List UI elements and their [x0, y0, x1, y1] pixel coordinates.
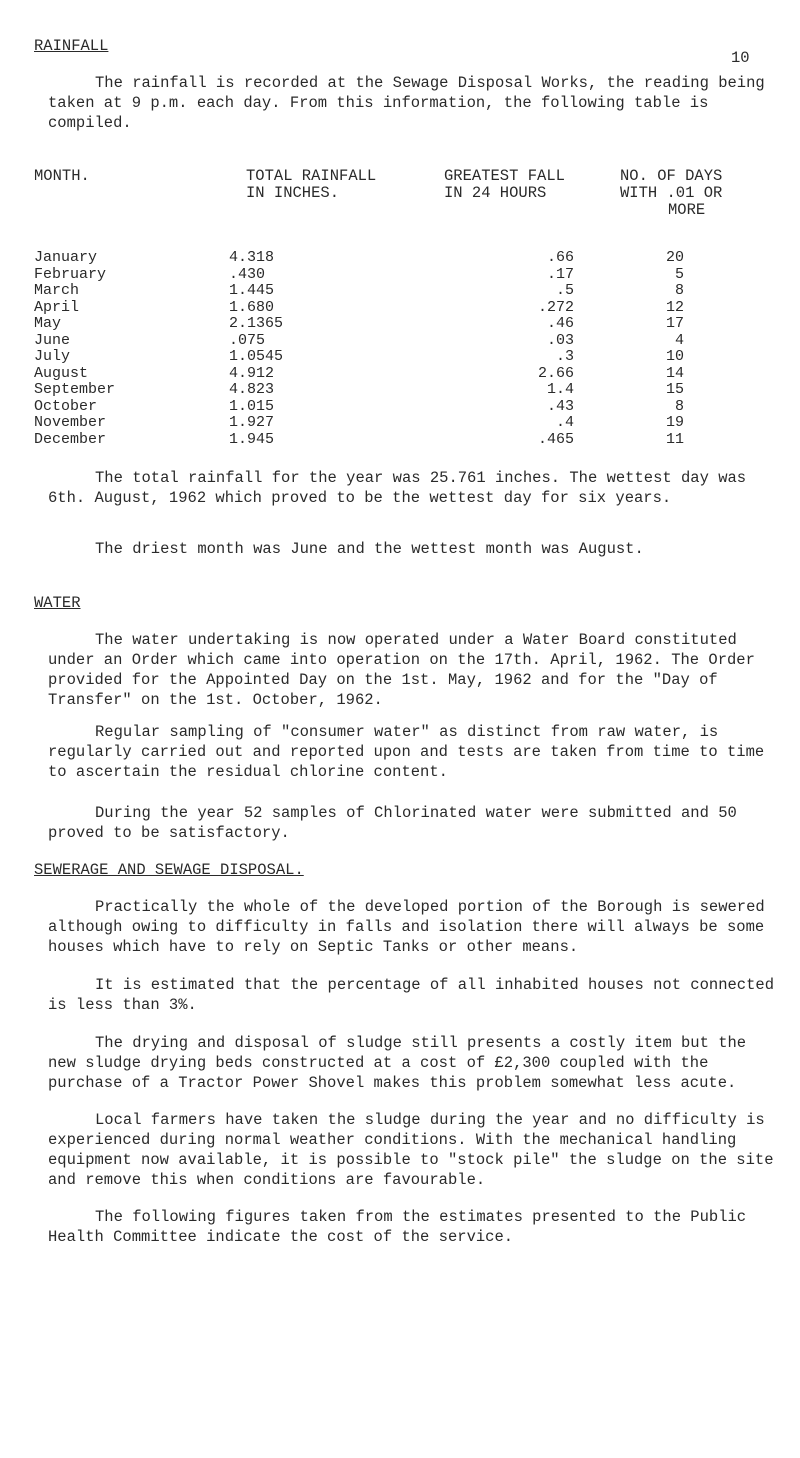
table-row	[34, 366, 684, 383]
table-row	[34, 382, 684, 399]
month-cell: September	[34, 381, 116, 398]
total-cell: .430	[229, 265, 266, 283]
month-cell: June	[34, 331, 71, 349]
total-cell: .075	[229, 331, 266, 349]
total-cell: 1.445	[229, 282, 275, 299]
sewerage-paragraph-4: Local farmers have taken the sludge during the year and no difficulty is experienced during normal weather conditions. With the mechanical handling equipment now available, it is possible to "stock pile" the sludge on the site and remove this when conditions are favourable.	[48, 1111, 774, 1190]
table-row	[34, 250, 684, 267]
month-cell: May	[34, 315, 62, 332]
greatest-cell: .66	[546, 249, 574, 266]
greatest-cell: .03	[546, 331, 574, 349]
table-row	[34, 399, 684, 416]
days-cell: 4	[674, 331, 684, 349]
section-title: RAINFALL	[34, 37, 109, 55]
total-cell: 4.912	[229, 364, 275, 382]
greatest-cell: .46	[546, 315, 574, 332]
sewerage-paragraph-1: Practically the whole of the developed portion of the Borough is sewered although owing to difficulty in falls and isolation there will always be some houses which have to rely on Septic Tanks or other means.	[48, 898, 765, 957]
water-paragraph-2: Regular sampling of "consumer water" as distinct from raw water, is regularly carried out and reported upon and tests are taken from time to time to ascertain the residual chlorine content.	[48, 723, 765, 782]
col-total-header-1: TOTAL RAINFALL	[246, 167, 377, 185]
days-cell: 15	[665, 381, 684, 398]
days-cell: 10	[665, 348, 684, 365]
sewerage-heading: SEWERAGE AND SEWAGE DISPOSAL.	[34, 861, 304, 879]
table-row	[34, 432, 684, 449]
days-cell: 8	[674, 397, 684, 415]
summary-total: The total rainfall for the year was 25.761 inches. The wettest day was 6th. August, 1962 which proved to be the wettest day for six years.	[48, 469, 747, 508]
days-cell: 5	[674, 265, 684, 283]
table-row	[34, 415, 684, 432]
month-cell: August	[34, 364, 89, 382]
col-days-header-1: NO. OF DAYS	[620, 167, 723, 185]
month-cell: November	[34, 414, 107, 431]
greatest-cell: .43	[546, 397, 574, 415]
greatest-cell: .17	[546, 265, 574, 283]
table-row	[34, 267, 684, 284]
greatest-cell: 2.66	[537, 364, 574, 382]
month-cell: March	[34, 282, 80, 299]
water-heading: WATER	[34, 594, 81, 612]
table-row	[34, 333, 684, 350]
total-cell: 1.927	[229, 414, 275, 431]
page-number: 10	[731, 49, 750, 67]
rainfall-table	[34, 250, 684, 448]
greatest-cell: .3	[555, 348, 574, 365]
table-row	[34, 349, 684, 366]
col-greatest-header-2: IN 24 HOURS	[444, 184, 547, 202]
total-cell: 4.318	[229, 249, 275, 266]
summary-driest: The driest month was June and the wettest month was August.	[95, 540, 644, 558]
month-cell: April	[34, 298, 80, 316]
days-cell: 14	[665, 364, 684, 382]
table-row	[34, 300, 684, 317]
sewerage-paragraph-3: The drying and disposal of sludge still presents a costly item but the new sludge drying beds constructed at a cost of £2,300 coupled with the purchase of a Tractor Power Shovel makes this problem somewhat less acute.	[48, 1034, 747, 1093]
total-cell: 1.0545	[229, 348, 284, 365]
month-cell: February	[34, 265, 107, 283]
greatest-cell: 1.4	[546, 381, 574, 398]
total-cell: 2.1365	[229, 315, 284, 332]
water-paragraph-1: The water undertaking is now operated under a Water Board constituted under an Order which came into operation on the 17th. April, 1962. The Order provided for the Appointed Day on the 1st. May, 1962 and for the "Day of Transfer" on the 1st. October, 1962.	[48, 631, 755, 710]
days-cell: 19	[665, 414, 684, 431]
col-month-header: MONTH.	[34, 167, 90, 185]
col-greatest-header-1: GREATEST FALL	[444, 167, 565, 185]
total-cell: 1.945	[229, 430, 275, 448]
intro-paragraph: The rainfall is recorded at the Sewage Disposal Works, the reading being taken at 9 p.m. each day. From this information, the following table is compiled.	[48, 74, 765, 133]
table-row	[34, 283, 684, 300]
month-cell: October	[34, 397, 98, 415]
days-cell: 8	[674, 282, 684, 299]
days-cell: 17	[665, 315, 684, 332]
greatest-cell: .272	[537, 298, 574, 316]
water-paragraph-3: During the year 52 samples of Chlorinated water were submitted and 50 proved to be satisfactory.	[48, 804, 737, 843]
col-days-header-3: MORE	[668, 201, 706, 219]
total-cell: 1.015	[229, 397, 275, 415]
month-cell: December	[34, 430, 107, 448]
greatest-cell: .4	[555, 414, 574, 431]
sewerage-paragraph-2: It is estimated that the percentage of all inhabited houses not connected is less than 3%.	[48, 976, 775, 1015]
days-cell: 12	[665, 298, 684, 316]
greatest-cell: .5	[555, 282, 574, 299]
total-cell: 4.823	[229, 381, 275, 398]
days-cell: 11	[665, 430, 684, 448]
col-days-header-2: WITH .01 OR	[620, 184, 723, 202]
days-cell: 20	[665, 249, 684, 266]
month-cell: July	[34, 348, 71, 365]
sewerage-paragraph-5: The following figures taken from the estimates presented to the Public Health Committee indicate the cost of the service.	[48, 1208, 747, 1247]
table-row	[34, 316, 684, 333]
total-cell: 1.680	[229, 298, 275, 316]
greatest-cell: .465	[537, 430, 574, 448]
month-cell: January	[34, 249, 98, 266]
col-total-header-2: IN INCHES.	[246, 184, 340, 202]
